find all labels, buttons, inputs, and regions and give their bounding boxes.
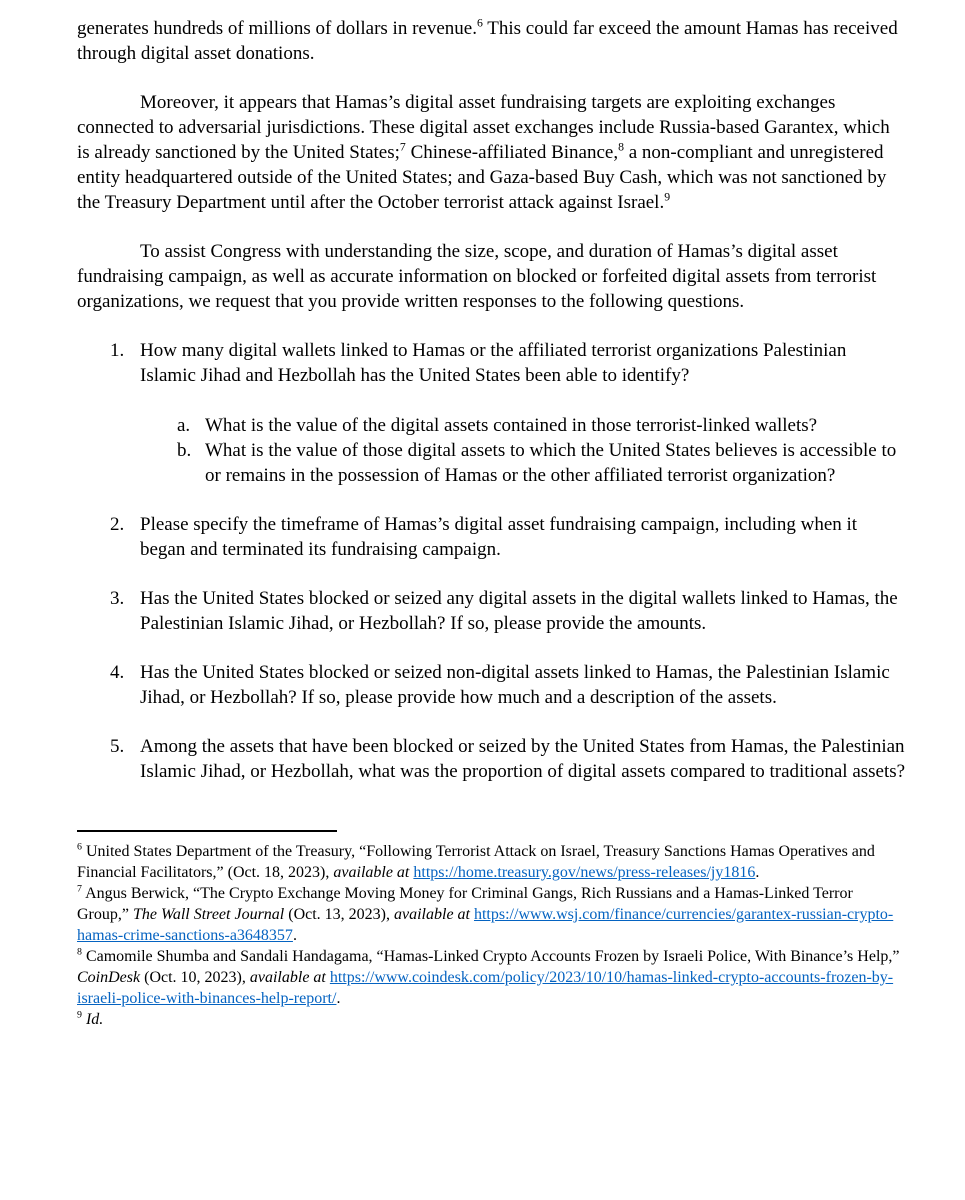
text-run: Id. — [85, 1011, 104, 1028]
footnote-section — [77, 841, 907, 1030]
text-run: Has the United States blocked or seized non-digital assets linked to Hamas, the Palestinian Islamic Jihad, or Hezbollah? If so, please provide how much and a description of the assets. — [140, 662, 890, 708]
sub-question-list — [140, 413, 907, 488]
text-run: available at — [249, 969, 326, 986]
text-run: available at — [333, 864, 410, 881]
question-text — [140, 660, 907, 710]
footnote — [77, 883, 907, 946]
question-item — [77, 338, 907, 488]
footnote-reference: 6 — [476, 16, 483, 30]
footnote-reference: 8 — [77, 946, 82, 958]
text-run: Angus Berwick, “The Crypto Exchange Moving Money for Criminal Gangs, Rich Russians and a Hamas-Linked Terror Group,” — [77, 885, 853, 923]
text-run: Chinese-affiliated Binance, — [405, 142, 619, 163]
question-item — [77, 586, 907, 636]
hyperlink[interactable]: https://home.treasury.gov/news/press-releases/jy1816 — [413, 864, 756, 881]
text-run: The Wall Street Journal — [132, 906, 285, 923]
text-run: available at — [394, 906, 470, 923]
question-item — [77, 734, 907, 784]
text-run: (Oct. 10, 2023), — [140, 969, 250, 986]
text-run: What is the value of those digital assets to which the United States believes is accessible to or remains in the possession of Hamas or the other affiliated terrorist organization? — [205, 440, 897, 486]
paragraph — [77, 90, 907, 215]
footnote-reference: 7 — [399, 140, 406, 154]
footnote-reference: 6 — [77, 841, 82, 853]
question-text — [140, 512, 907, 562]
text-run: This could far exceed the amount Hamas has received through digital asset donations. — [77, 18, 898, 64]
text-run: Among the assets that have been blocked or seized by the United States from Hamas, the Palestinian Islamic Jihad, or Hezbollah, what was the proportion of digital assets compared to traditional assets? — [140, 736, 906, 782]
paragraph — [77, 16, 907, 66]
question-number: 2. — [110, 514, 125, 535]
question-number: 3. — [110, 588, 125, 609]
footnote — [77, 946, 907, 1009]
question-text — [140, 586, 907, 636]
text-run: . — [292, 927, 297, 944]
paragraph — [77, 239, 907, 314]
question-item — [77, 512, 907, 562]
text-run: How many digital wallets linked to Hamas or the affiliated terrorist organizations Palestinian Islamic Jihad and Hezbollah has the United States been able to identify? — [140, 340, 847, 386]
text-run: What is the value of the digital assets contained in those terrorist-linked wallets? — [205, 415, 818, 436]
sub-question-item — [140, 413, 907, 438]
text-run: a non-compliant and unregistered entity headquartered outside of the United States; and Gaza-based Buy Cash, which was not sanctioned by the Treasury Department until after the October terrorist attack against Israel. — [77, 142, 887, 213]
text-run: Please specify the timeframe of Hamas’s digital asset fundraising campaign, including when it began and terminated its fundraising campaign. — [140, 514, 858, 560]
text-run: CoinDesk — [77, 969, 141, 986]
text-run: Has the United States blocked or seized any digital assets in the digital wallets linked to Hamas, the Palestinian Islamic Jihad, or Hezbollah? If so, please provide the amounts. — [140, 588, 898, 634]
sub-question-item — [140, 438, 907, 488]
text-run: . — [336, 990, 341, 1007]
question-text-line — [140, 512, 907, 562]
question-text-line — [140, 586, 907, 636]
question-number: 1. — [110, 340, 125, 361]
question-number: 5. — [110, 736, 125, 757]
footnote-reference: 9 — [664, 190, 671, 204]
text-run: generates hundreds of millions of dollars in revenue. — [77, 18, 477, 39]
question-text-line — [140, 338, 907, 388]
hyperlink[interactable]: https://www.wsj.com/finance/currencies/garantex-russian-crypto-hamas-crime-sanctions-a3648357 — [77, 906, 894, 944]
text-run: . — [755, 864, 760, 881]
text-run: To assist Congress with understanding the size, scope, and duration of Hamas’s digital asset fundraising campaign, as well as accurate information on blocked or forfeited digital assets from terrorist organizations, we request that you provide written responses to the following questions. — [77, 241, 877, 312]
footnote-reference: 7 — [77, 883, 82, 895]
question-text — [140, 734, 907, 784]
question-text-line — [140, 734, 907, 784]
question-text — [140, 338, 907, 488]
footnote-reference: 9 — [77, 1009, 82, 1021]
sub-question-letter: a. — [177, 415, 191, 436]
document-body — [77, 16, 907, 784]
question-list — [77, 338, 907, 784]
question-item — [77, 660, 907, 710]
body-paragraphs — [77, 16, 907, 314]
sub-question-text — [205, 413, 907, 438]
question-number: 4. — [110, 662, 125, 683]
text-run: Moreover, it appears that Hamas’s digital asset fundraising targets are exploiting exchanges connected to adversarial jurisdictions. These digital asset exchanges include Russia-based Garantex, which is already sanctioned by the United States; — [77, 92, 890, 163]
question-text-line — [140, 660, 907, 710]
footnote — [77, 1009, 907, 1030]
text-run: (Oct. 13, 2023), — [284, 906, 394, 923]
footnote-reference: 8 — [618, 140, 624, 154]
text-run: Camomile Shumba and Sandali Handagama, “Hamas-Linked Crypto Accounts Frozen by Israeli Police, With Binance’s Help,” — [81, 948, 900, 965]
sub-question-letter: b. — [177, 440, 192, 461]
footnote-separator — [77, 830, 337, 832]
footnote — [77, 841, 907, 883]
sub-question-text — [205, 438, 907, 488]
text-run: United States Department of the Treasury, “Following Terrorist Attack on Israel, Treasury Sanctions Hamas Operatives and Financial Facilitators,” (Oct. 18, 2023), — [77, 843, 875, 881]
hyperlink[interactable]: https://www.coindesk.com/policy/2023/10/10/hamas-linked-crypto-accounts-frozen-by-israeli-police-with-binances-help-report/ — [77, 969, 894, 1007]
